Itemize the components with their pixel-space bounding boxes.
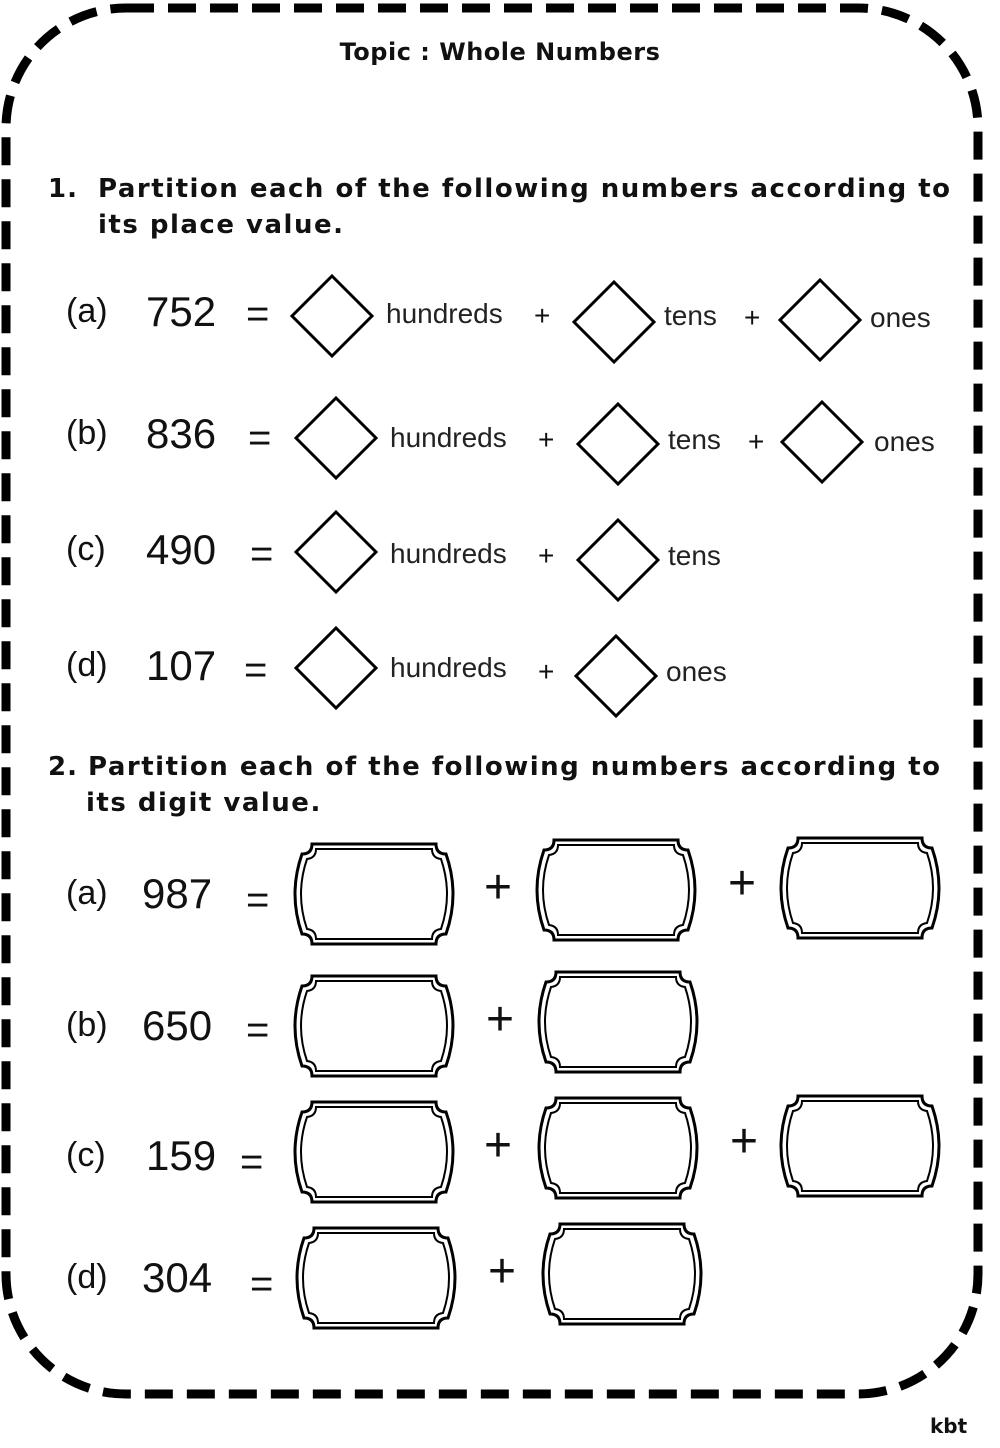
- place-word-hundreds: hundreds: [386, 298, 503, 329]
- q2-item-label: (c): [66, 1136, 106, 1174]
- place-word-hundreds: hundreds: [390, 538, 507, 569]
- plus-sign: +: [744, 302, 761, 333]
- answer-diamond-ones[interactable]: [778, 278, 862, 362]
- q1-item-label: (c): [66, 530, 106, 568]
- q1-item-number: 490: [146, 526, 217, 573]
- answer-frame-1[interactable]: [290, 840, 458, 948]
- footer-initials: kbt: [930, 1414, 968, 1438]
- q2-item-label: (a): [66, 874, 108, 912]
- q1-item-label: (d): [66, 646, 108, 684]
- q2-text-line2: its digit value.: [86, 788, 322, 818]
- answer-diamond-hundreds[interactable]: [294, 510, 378, 594]
- answer-diamond-tens[interactable]: [576, 402, 660, 486]
- q2-item-number: 304: [142, 1254, 213, 1301]
- answer-diamond-hundreds[interactable]: [294, 626, 378, 710]
- equals-sign: =: [250, 1262, 274, 1306]
- place-word-ones: ones: [870, 302, 931, 333]
- q2-item-number: 650: [142, 1002, 213, 1049]
- answer-frame-2[interactable]: [534, 1094, 702, 1202]
- answer-frame-2[interactable]: [532, 836, 700, 944]
- q1-item-label: (b): [66, 414, 108, 452]
- q2-text-line1: Partition each of the following numbers according to: [88, 752, 942, 782]
- answer-diamond-ones[interactable]: [780, 400, 864, 484]
- answer-frame-2[interactable]: [538, 1220, 706, 1328]
- q2-item-number: 987: [142, 870, 213, 917]
- equals-sign: =: [246, 292, 270, 336]
- q1-number: 1.: [48, 174, 78, 204]
- answer-frame-3[interactable]: [776, 834, 944, 942]
- answer-frame-3[interactable]: [776, 1092, 944, 1200]
- answer-frame-2[interactable]: [534, 968, 702, 1076]
- q2-item-number: 159: [146, 1132, 217, 1179]
- equals-sign: =: [246, 878, 270, 922]
- answer-frame-1[interactable]: [290, 972, 458, 1080]
- q1-text-line2: its place value.: [98, 210, 345, 240]
- plus-sign: +: [534, 300, 551, 331]
- equals-sign: =: [244, 648, 268, 692]
- plus-sign: +: [730, 1115, 759, 1168]
- answer-diamond-tens[interactable]: [576, 518, 660, 602]
- q2-number: 2.: [48, 752, 78, 782]
- q1-item-number: 836: [146, 410, 217, 457]
- answer-frame-1[interactable]: [292, 1224, 460, 1332]
- q2-item-label: (d): [66, 1258, 108, 1296]
- plus-sign: +: [484, 1119, 513, 1172]
- equals-sign: =: [240, 1140, 264, 1184]
- equals-sign: =: [250, 532, 274, 576]
- plus-sign: +: [486, 993, 515, 1046]
- place-word-tens: tens: [668, 540, 721, 571]
- place-word-hundreds: hundreds: [390, 652, 507, 683]
- plus-sign: +: [488, 1245, 517, 1298]
- place-word-hundreds: hundreds: [390, 422, 507, 453]
- plus-sign: +: [748, 426, 765, 457]
- q1-text-line1: Partition each of the following numbers according to: [98, 174, 952, 204]
- answer-frame-1[interactable]: [290, 1098, 458, 1206]
- answer-diamond-hundreds[interactable]: [290, 274, 374, 358]
- place-word-tens: tens: [668, 424, 721, 455]
- plus-sign: +: [538, 424, 555, 455]
- topic-title: Topic : Whole Numbers: [339, 38, 661, 66]
- q1-item-label: (a): [66, 292, 108, 330]
- answer-diamond-ones[interactable]: [574, 634, 658, 718]
- answer-diamond-tens[interactable]: [572, 280, 656, 364]
- plus-sign: +: [484, 861, 513, 914]
- plus-sign: +: [728, 857, 757, 910]
- equals-sign: =: [246, 1008, 270, 1052]
- place-word-ones: ones: [874, 426, 935, 457]
- q2-item-label: (b): [66, 1006, 108, 1044]
- answer-diamond-hundreds[interactable]: [294, 396, 378, 480]
- place-word-ones: ones: [666, 656, 727, 687]
- q1-item-number: 107: [146, 642, 217, 689]
- q1-item-number: 752: [146, 288, 217, 335]
- plus-sign: +: [538, 656, 555, 687]
- place-word-tens: tens: [664, 300, 717, 331]
- equals-sign: =: [248, 416, 272, 460]
- plus-sign: +: [538, 540, 555, 571]
